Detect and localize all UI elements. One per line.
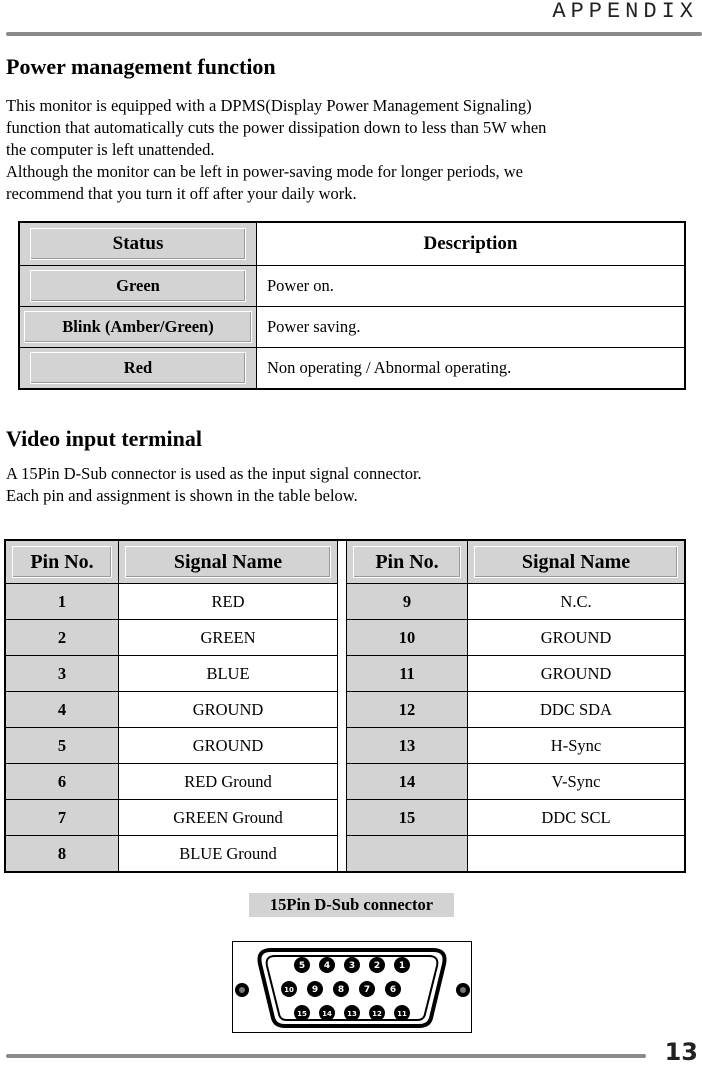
table-row [19, 266, 685, 307]
connector-pin-label: 7 [363, 985, 371, 995]
signal-name-header: Signal Name [468, 540, 686, 584]
signal-name-header: Signal Name [119, 540, 338, 584]
table-row [5, 764, 685, 800]
column-gap [338, 540, 347, 584]
connector-pin-label: 10 [284, 986, 294, 994]
paragraph-line: Although the monitor can be left in power-saving mode for longer periods, we [6, 162, 523, 181]
connector-pin-icon [307, 981, 323, 997]
pin-assignment-table [4, 539, 686, 873]
footer-rule [6, 1054, 646, 1058]
signal-name-cell: GREEN [119, 620, 338, 656]
column-gap [338, 656, 347, 692]
power-status-table [18, 221, 686, 390]
table-row [5, 584, 685, 620]
connector-pin-label: 12 [372, 1010, 382, 1018]
paragraph-line: Each pin and assignment is shown in the table below. [6, 486, 358, 505]
column-gap [338, 620, 347, 656]
table-row [19, 307, 685, 348]
signal-name-cell: RED [119, 584, 338, 620]
mounting-hole-right-icon [456, 983, 470, 997]
connector-pin-icon [319, 957, 335, 973]
pin-number-cell: 11 [347, 656, 468, 692]
pin-number-cell: 9 [347, 584, 468, 620]
connector-pin-label: 5 [298, 961, 306, 971]
signal-name-cell: V-Sync [468, 764, 686, 800]
table-row [5, 692, 685, 728]
connector-pin-label: 9 [311, 985, 319, 995]
mounting-hole-left-icon [235, 983, 249, 997]
connector-pin-icon [344, 1005, 360, 1021]
pin-number-cell: 1 [5, 584, 119, 620]
paragraph-line: the computer is left unattended. [6, 140, 215, 159]
signal-name-cell: BLUE Ground [119, 836, 338, 873]
column-gap [338, 584, 347, 620]
connector-pin-label: 8 [337, 985, 345, 995]
signal-name-cell: N.C. [468, 584, 686, 620]
signal-name-cell: DDC SCL [468, 800, 686, 836]
paragraph-line: function that automatically cuts the power dissipation down to less than 5W when [6, 118, 547, 137]
pin-number-cell: 7 [5, 800, 119, 836]
pin-number-cell: 6 [5, 764, 119, 800]
pin-number-cell: 14 [347, 764, 468, 800]
column-gap [338, 728, 347, 764]
page-number: 13 [664, 1038, 698, 1066]
connector-pin-label: 3 [348, 961, 356, 971]
header-rule [6, 32, 702, 36]
connector-pin-icon [281, 981, 297, 997]
signal-name-cell: BLUE [119, 656, 338, 692]
d-sub-connector-icon [233, 942, 471, 1032]
status-cell: Blink (Amber/Green) [19, 307, 257, 348]
pin-number-cell: 3 [5, 656, 119, 692]
connector-pin-icon [294, 1005, 310, 1021]
connector-pin-icon [359, 981, 375, 997]
table-header-row [5, 540, 685, 584]
connector-pin-icon [294, 957, 310, 973]
connector-pin-label: 6 [389, 985, 397, 995]
signal-name-cell: GROUND [468, 656, 686, 692]
paragraph-line: recommend that you turn it off after your daily work. [6, 184, 357, 203]
pin-no-header: Pin No. [5, 540, 119, 584]
connector-pin-icon [319, 1005, 335, 1021]
connector-pin-icon [385, 981, 401, 997]
connector-pin-label: 11 [397, 1010, 407, 1018]
connector-pin-label: 14 [322, 1010, 332, 1018]
connector-pin-icon [394, 957, 410, 973]
signal-name-cell: RED Ground [119, 764, 338, 800]
column-gap [338, 800, 347, 836]
pin-number-cell: 2 [5, 620, 119, 656]
status-cell: Green [19, 266, 257, 307]
connector-pin-label: 2 [373, 961, 381, 971]
pin-number-cell: 8 [5, 836, 119, 873]
d-sub-connector-diagram [232, 941, 472, 1033]
connector-pin-label: 15 [297, 1010, 307, 1018]
pin-number-cell: 12 [347, 692, 468, 728]
pin-number-cell: 15 [347, 800, 468, 836]
table-row [5, 656, 685, 692]
paragraph-line: This monitor is equipped with a DPMS(Display Power Management Signaling) [6, 96, 532, 115]
connector-pin-icon [369, 957, 385, 973]
table-row [19, 348, 685, 390]
power-management-paragraph [6, 95, 696, 205]
status-column-header: Status [19, 222, 257, 266]
description-column-header: Description [257, 222, 686, 266]
signal-name-cell: DDC SDA [468, 692, 686, 728]
pin-number-cell: 4 [5, 692, 119, 728]
appendix-header: APPENDIX [552, 0, 698, 24]
pin-number-cell: 10 [347, 620, 468, 656]
signal-name-cell [468, 836, 686, 873]
column-gap [338, 764, 347, 800]
pin-no-header: Pin No. [347, 540, 468, 584]
connector-pin-label: 13 [347, 1010, 357, 1018]
table-row [5, 728, 685, 764]
pin-number-cell: 5 [5, 728, 119, 764]
video-input-paragraph [6, 463, 696, 507]
connector-caption: 15Pin D-Sub connector [249, 893, 454, 917]
connector-pin-icon [394, 1005, 410, 1021]
connector-pin-icon [333, 981, 349, 997]
table-row [5, 836, 685, 873]
paragraph-line: A 15Pin D-Sub connector is used as the input signal connector. [6, 464, 422, 483]
connector-pin-icon [344, 957, 360, 973]
connector-pin-label: 4 [323, 961, 331, 971]
connector-pin-icon [369, 1005, 385, 1021]
power-management-heading: Power management function [6, 54, 276, 79]
signal-name-cell: GROUND [119, 728, 338, 764]
signal-name-cell: H-Sync [468, 728, 686, 764]
status-cell: Red [19, 348, 257, 390]
table-row [5, 620, 685, 656]
video-input-heading: Video input terminal [6, 426, 202, 451]
connector-pin-label: 1 [398, 961, 406, 971]
pin-number-cell [347, 836, 468, 873]
description-cell: Non operating / Abnormal operating. [257, 348, 686, 390]
pin-number-cell: 13 [347, 728, 468, 764]
column-gap [338, 836, 347, 873]
signal-name-cell: GROUND [468, 620, 686, 656]
table-header-row [19, 222, 685, 266]
column-gap [338, 692, 347, 728]
table-row [5, 800, 685, 836]
description-cell: Power saving. [257, 307, 686, 348]
signal-name-cell: GROUND [119, 692, 338, 728]
signal-name-cell: GREEN Ground [119, 800, 338, 836]
description-cell: Power on. [257, 266, 686, 307]
